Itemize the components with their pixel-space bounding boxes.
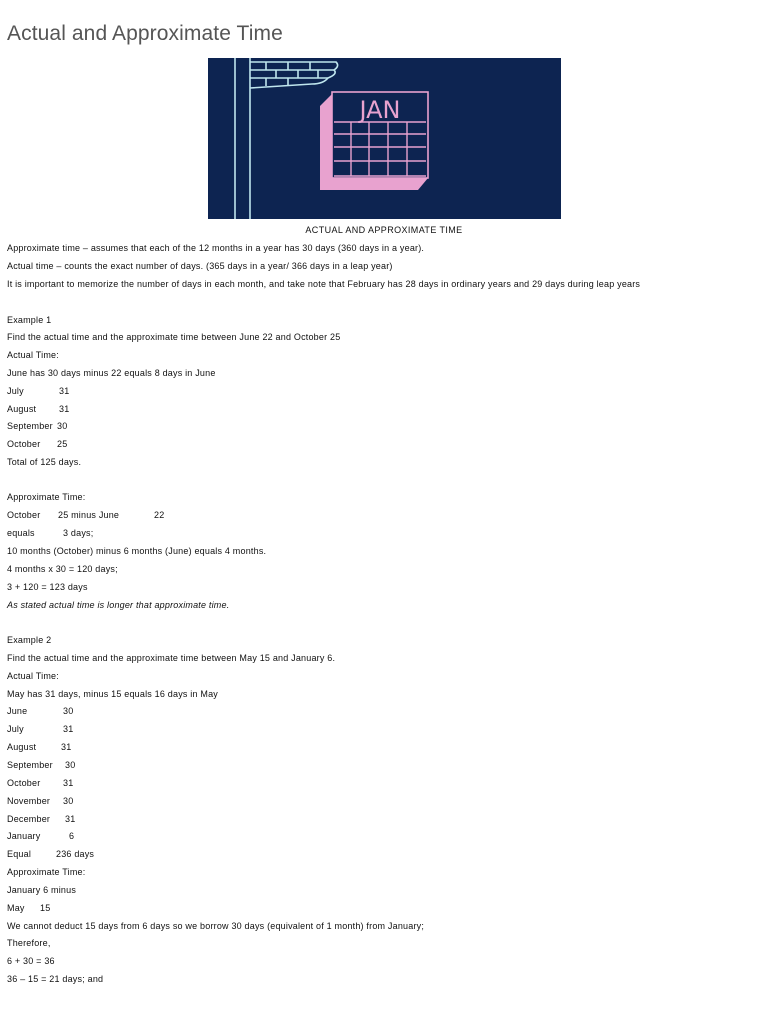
example2-month-row: September 30 xyxy=(7,760,76,770)
calendar-illustration xyxy=(208,58,561,219)
example2-approx-line: Therefore, xyxy=(7,938,51,948)
month-days: 25 xyxy=(57,439,68,449)
example2-approx-line: We cannot deduct 15 days from 6 days so we borrow 30 days (equivalent of 1 month) from January; xyxy=(7,921,425,931)
example1-approx-row: equals 3 days; xyxy=(7,528,94,538)
example1-approx-line: 10 months (October) minus 6 months (June) equals 4 months. xyxy=(7,546,267,556)
example2-month-row: June 30 xyxy=(7,706,74,716)
month-name: October xyxy=(7,439,41,449)
example2-month-row: October 31 xyxy=(7,778,74,788)
example1-approx-line: 4 months x 30 = 120 days; xyxy=(7,564,118,574)
example2-actual-label: Actual Time: xyxy=(7,671,59,681)
example2-approx-line: 36 – 15 = 21 days; and xyxy=(7,974,104,984)
example2-equal-row: Equal 236 days xyxy=(7,849,95,859)
month-days: 31 xyxy=(59,404,70,414)
example2-approx-label: Approximate Time: xyxy=(7,867,86,877)
example2-approx-line: 6 + 30 = 36 xyxy=(7,956,55,966)
month-days: 31 xyxy=(59,386,70,396)
month-name: August xyxy=(7,404,37,414)
example2-month-row: November 30 xyxy=(7,796,74,806)
month-name: September xyxy=(7,421,53,431)
example2-question: Find the actual time and the approximate time between May 15 and January 6. xyxy=(7,653,336,663)
example2-heading: Example 2 xyxy=(7,635,52,645)
example2-month-row: December 31 xyxy=(7,814,76,824)
example1-approx-line: 3 + 120 = 123 days xyxy=(7,582,88,592)
intro-memorize: It is important to memorize the number of days in each month, and take note that February has 28 days in ordinary years and 29 days during leap years xyxy=(7,279,641,289)
page-title: Actual and Approximate Time xyxy=(7,22,283,45)
example2-approx-line1: January 6 minus xyxy=(7,885,77,895)
example2-month-row: August 31 xyxy=(7,742,72,752)
example2-first-line: May has 31 days, minus 15 equals 16 days in May xyxy=(7,689,219,699)
example2-month-row: January 6 xyxy=(7,831,75,841)
calendar-month-text: JAN xyxy=(359,96,401,124)
example1-actual-label: Actual Time: xyxy=(7,350,59,360)
example1-approx-row: October 25 minus June 22 xyxy=(7,510,165,520)
example2-month-row: July 31 xyxy=(7,724,74,734)
example1-total: Total of 125 days. xyxy=(7,457,82,467)
month-name: July xyxy=(7,386,24,396)
example1-first-line: June has 30 days minus 22 equals 8 days in June xyxy=(7,368,216,378)
example1-question: Find the actual time and the approximate time between June 22 and October 25 xyxy=(7,332,341,342)
month-days: 30 xyxy=(57,421,68,431)
example1-note: As stated actual time is longer that approximate time. xyxy=(7,600,230,610)
example2-approx-may: May 15 xyxy=(7,903,51,913)
calendar-icon xyxy=(208,58,561,219)
example1-heading: Example 1 xyxy=(7,315,52,325)
image-caption: ACTUAL AND APPROXIMATE TIME xyxy=(305,225,463,235)
intro-approximate: Approximate time – assumes that each of the 12 months in a year has 30 days (360 days in a year). xyxy=(7,243,425,253)
example1-approx-label: Approximate Time: xyxy=(7,492,86,502)
intro-actual: Actual time – counts the exact number of days. (365 days in a year/ 366 days in a leap year) xyxy=(7,261,393,271)
